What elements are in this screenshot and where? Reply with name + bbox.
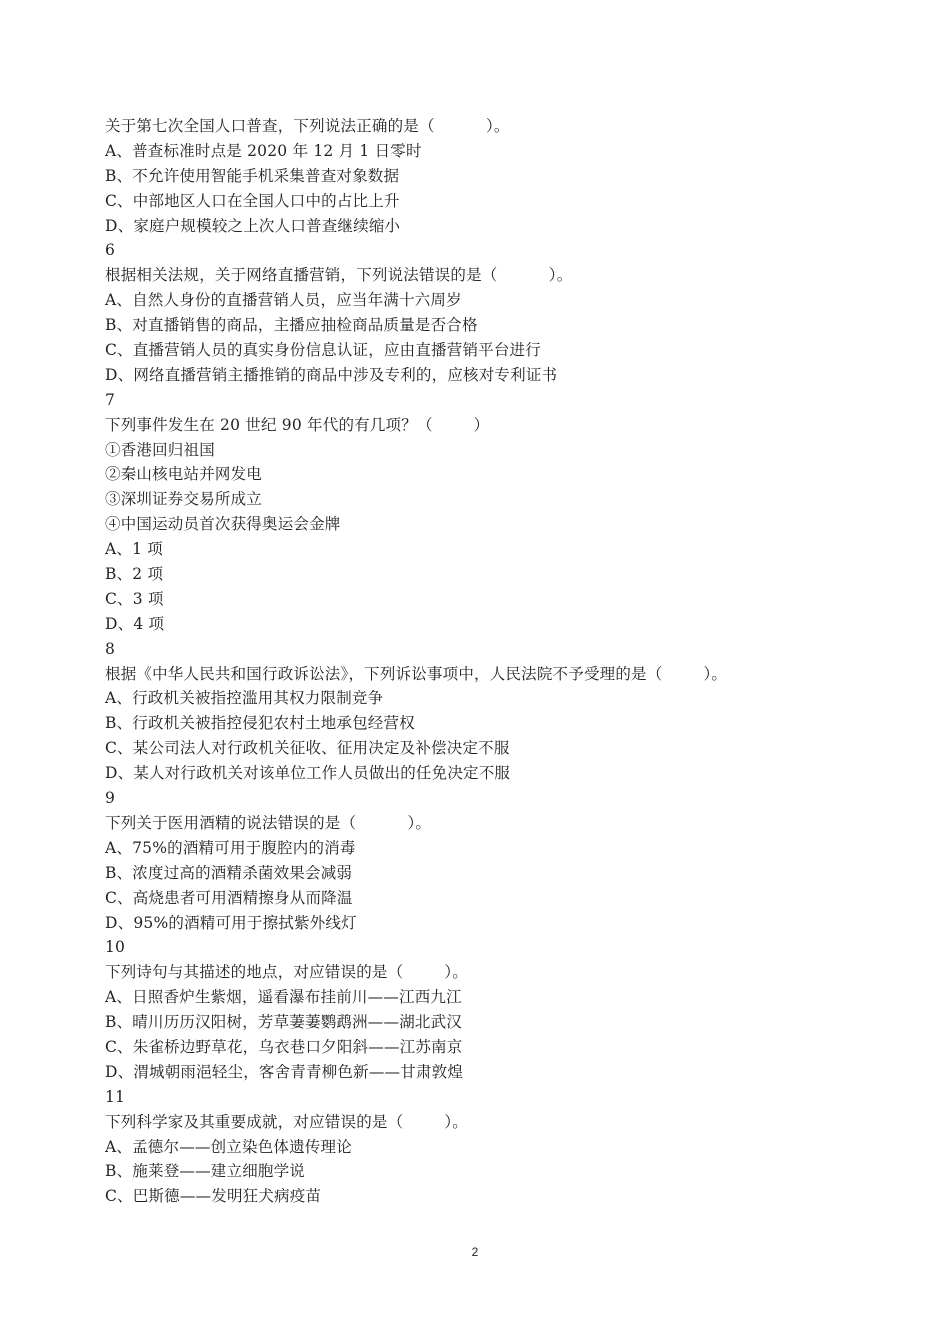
question-7-item-4: ④中国运动员首次获得奥运会金牌: [105, 515, 341, 534]
question-6-option-b: B、对直播销售的商品，主播应抽检商品质量是否合格: [105, 316, 478, 335]
question-5-stem: 关于第七次全国人口普查，下列说法正确的是（ ）。: [105, 117, 510, 135]
question-10-option-b: B、晴川历历汉阳树，芳草萋萋鹦鹉洲——湖北武汉: [105, 1013, 462, 1032]
question-8-option-b: B、行政机关被指控侵犯农村土地承包经营权: [105, 714, 415, 733]
question-6-option-c: C、直播营销人员的真实身份信息认证，应由直播营销平台进行: [105, 341, 541, 360]
question-8-stem: 根据《中华人民共和国行政诉讼法》，下列诉讼事项中，人民法院不予受理的是（ ）。: [105, 664, 728, 683]
question-7-option-d: D、4 项: [105, 614, 165, 633]
question-5-option-a: A、普查标准时点是 2020 年 12 月 1 日零时: [105, 141, 422, 160]
question-9-option-c: C、高烧患者可用酒精擦身从而降温: [105, 888, 353, 907]
question-10-option-d: D、渭城朝雨浥轻尘，客舍青青柳色新——甘肃敦煌: [105, 1062, 464, 1081]
question-5-option-b: B、不允许使用智能手机采集普查对象数据: [105, 166, 400, 185]
question-7-option-b: B、2 项: [105, 565, 164, 584]
question-7-stem: 下列事件发生在 20 世纪 90 年代的有几项？（ ）: [105, 415, 490, 434]
question-8-option-a: A、行政机关被指控滥用其权力限制竞争: [105, 689, 384, 708]
question-11-number: 11: [105, 1087, 126, 1106]
question-7-option-c: C、3 项: [105, 589, 164, 608]
question-7-item-1: ①香港回归祖国: [105, 440, 215, 459]
question-11-option-a: A、孟德尔——创立染色体遗传理论: [105, 1137, 352, 1156]
question-9-option-a: A、75%的酒精可用于腹腔内的消毒: [105, 838, 356, 857]
question-5-option-d: D、家庭户规模较之上次人口普查继续缩小: [105, 216, 401, 235]
question-11-option-b: B、施莱登——建立细胞学说: [105, 1162, 305, 1181]
question-10-stem: 下列诗句与其描述的地点，对应错误的是（ ）。: [105, 963, 468, 982]
question-text-block: [105, 114, 905, 1209]
question-6-number: 6: [105, 241, 116, 260]
question-9-number: 9: [105, 789, 116, 808]
question-5-option-c: C、中部地区人口在全国人口中的占比上升: [105, 191, 400, 210]
question-10-option-a: A、日照香炉生紫烟，遥看瀑布挂前川——江西九江: [105, 988, 462, 1007]
question-7-item-2: ②秦山核电站并网发电: [105, 465, 263, 484]
question-7-option-a: A、1 项: [105, 540, 163, 559]
question-10-option-c: C、朱雀桥边野草花，乌衣巷口夕阳斜——江苏南京: [105, 1037, 463, 1056]
page-number: 2: [471, 1245, 479, 1259]
question-9-option-d: D、95%的酒精可用于擦拭紫外线灯: [105, 913, 357, 932]
question-8-option-d: D、某人对行政机关对该单位工作人员做出的任免决定不服: [105, 764, 511, 783]
question-8-number: 8: [105, 639, 116, 658]
question-6-stem: 根据相关法规，关于网络直播营销，下列说法错误的是（ ）。: [105, 266, 573, 285]
question-7-number: 7: [105, 390, 116, 409]
question-7-item-3: ③深圳证券交易所成立: [105, 490, 263, 509]
question-11-option-c: C、巴斯德——发明狂犬病疫苗: [105, 1187, 322, 1206]
question-8-option-c: C、某公司法人对行政机关征收、征用决定及补偿决定不服: [105, 739, 510, 758]
question-6-option-a: A、自然人身份的直播营销人员，应当年满十六周岁: [105, 291, 462, 310]
question-9-stem: 下列关于医用酒精的说法错误的是（ ）。: [105, 813, 432, 832]
question-10-number: 10: [105, 938, 126, 957]
question-9-option-b: B、浓度过高的酒精杀菌效果会减弱: [105, 863, 353, 882]
question-6-option-d: D、网络直播营销主播推销的商品中涉及专利的，应核对专利证书: [105, 365, 558, 384]
question-11-stem: 下列科学家及其重要成就，对应错误的是（ ）。: [105, 1112, 468, 1131]
